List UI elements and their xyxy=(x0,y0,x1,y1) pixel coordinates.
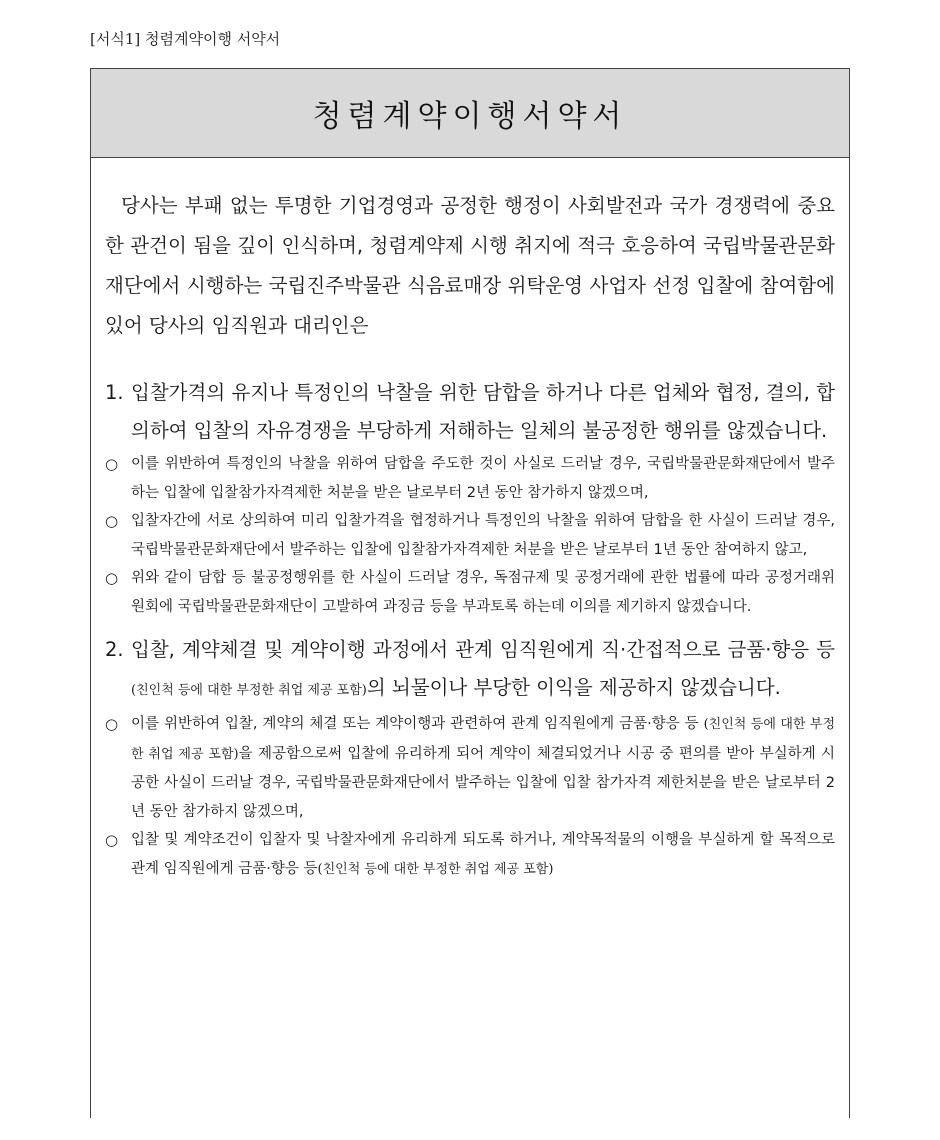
pledge-document xyxy=(90,68,850,1118)
section-1-item-text: 이를 위반하여 특정인의 낙찰을 위하여 담합을 주도한 것이 사실로 드러날 경우, 국립박물관문화재단에서 발주하는 입찰에 입찰참가자격제한 처분을 받은 날로부터 2년 동안 참가하지 않겠으며, xyxy=(131,456,835,501)
section-1-item xyxy=(105,507,835,564)
section-2-item1-after: 을 제공함으로써 입찰에 유리하게 되어 계약이 체결되었거나 시공 중 편의를 받아 부실하게 시공한 사실이 드러날 경우, 국립박물관문화재단에서 발주하는 입찰에 입찰 참가자격 제한처분을 받은 날로부터 2년 동안 참가하지 않겠으며, xyxy=(131,745,836,820)
section-1-text: 입찰가격의 유지나 특정인의 낙찰을 위한 담합을 하거나 다른 업체와 협정, 결의, 합의하여 입찰의 자유경쟁을 부당하게 저해하는 일체의 불공정한 행위를 않겠습니다. xyxy=(131,381,835,442)
section-2-item-text xyxy=(131,826,835,884)
section-1-item xyxy=(105,564,835,621)
form-label: [서식1] 청렴계약이행 서약서 xyxy=(90,30,281,48)
section-1-item-text: 입찰자간에 서로 상의하여 미리 입찰가격을 협정하거나 특정인의 낙찰을 위하여 담합을 한 사실이 드러날 경우, 국립박물관문화재단에서 발주하는 입찰에 입찰참가자격제한 처분을 받은 날로부터 1년 동안 참여하지 않고, xyxy=(131,513,835,558)
section-1 xyxy=(105,374,835,450)
document-body xyxy=(91,158,849,884)
section-2-item1-paren: (친인척 등에 대한 부정한 취업 제공 포함) xyxy=(131,717,835,762)
circle-bullet-icon: ○ xyxy=(105,831,119,849)
section-2 xyxy=(105,631,835,710)
title-band xyxy=(91,69,849,158)
section-2-text-before: 입찰, 계약체결 및 계약이행 과정에서 관계 임직원에게 직·간접적으로 금품·향응 등 xyxy=(131,638,835,661)
section-1-item xyxy=(105,450,835,507)
section-2-item2-before: 입찰 및 계약조건이 입찰자 및 낙찰자에게 유리하게 되도록 하거나, 계약목적물의 이행을 부실하게 할 목적으로 관계 임직원에게 금품·향응 등 xyxy=(131,832,835,877)
section-gap xyxy=(105,621,835,631)
section-2-text xyxy=(131,631,835,710)
section-1-number: 1. xyxy=(105,381,124,404)
section-2-item xyxy=(105,826,835,884)
circle-bullet-icon: ○ xyxy=(105,512,119,530)
section-2-item2-paren: (친인척 등에 대한 부정한 취업 제공 포함) xyxy=(317,861,554,877)
section-2-number: 2. xyxy=(105,638,124,661)
section-1-item-text: 위와 같이 담합 등 불공정행위를 한 사실이 드러날 경우, 독점규제 및 공정거래에 관한 법률에 따라 공정거래위원회에 국립박물관문화재단이 고발하여 과징금 등을 부과토록 하는데 이의를 제기하지 않겠습니다. xyxy=(131,570,835,615)
section-2-item1-before: 이를 위반하여 입찰, 계약의 체결 또는 계약이행과 관련하여 관계 임직원에게 금품·향응 등 xyxy=(131,716,704,732)
intro-paragraph: 당사는 부패 없는 투명한 기업경영과 공정한 행정이 사회발전과 국가 경쟁력에 중요한 관건이 됨을 깊이 인식하며, 청렴계약제 시행 취지에 적극 호응하여 국립박물관문화재단에서 시행하는 국립진주박물관 식음료매장 위탁운영 사업자 선정 입찰에 참여함에 있어 당사의 임직원과 대리인은 xyxy=(105,194,835,337)
circle-bullet-icon: ○ xyxy=(105,455,119,473)
section-2-item-text xyxy=(131,710,835,826)
document-title: 청렴계약이행서약서 xyxy=(312,99,628,134)
circle-bullet-icon: ○ xyxy=(105,715,119,733)
section-2-text-paren: (친인척 등에 대한 부정한 취업 제공 포함) xyxy=(131,683,367,698)
circle-bullet-icon: ○ xyxy=(105,569,119,587)
section-2-item xyxy=(105,710,835,826)
section-2-text-after: 의 뇌물이나 부당한 이익을 제공하지 않겠습니다. xyxy=(366,676,781,699)
